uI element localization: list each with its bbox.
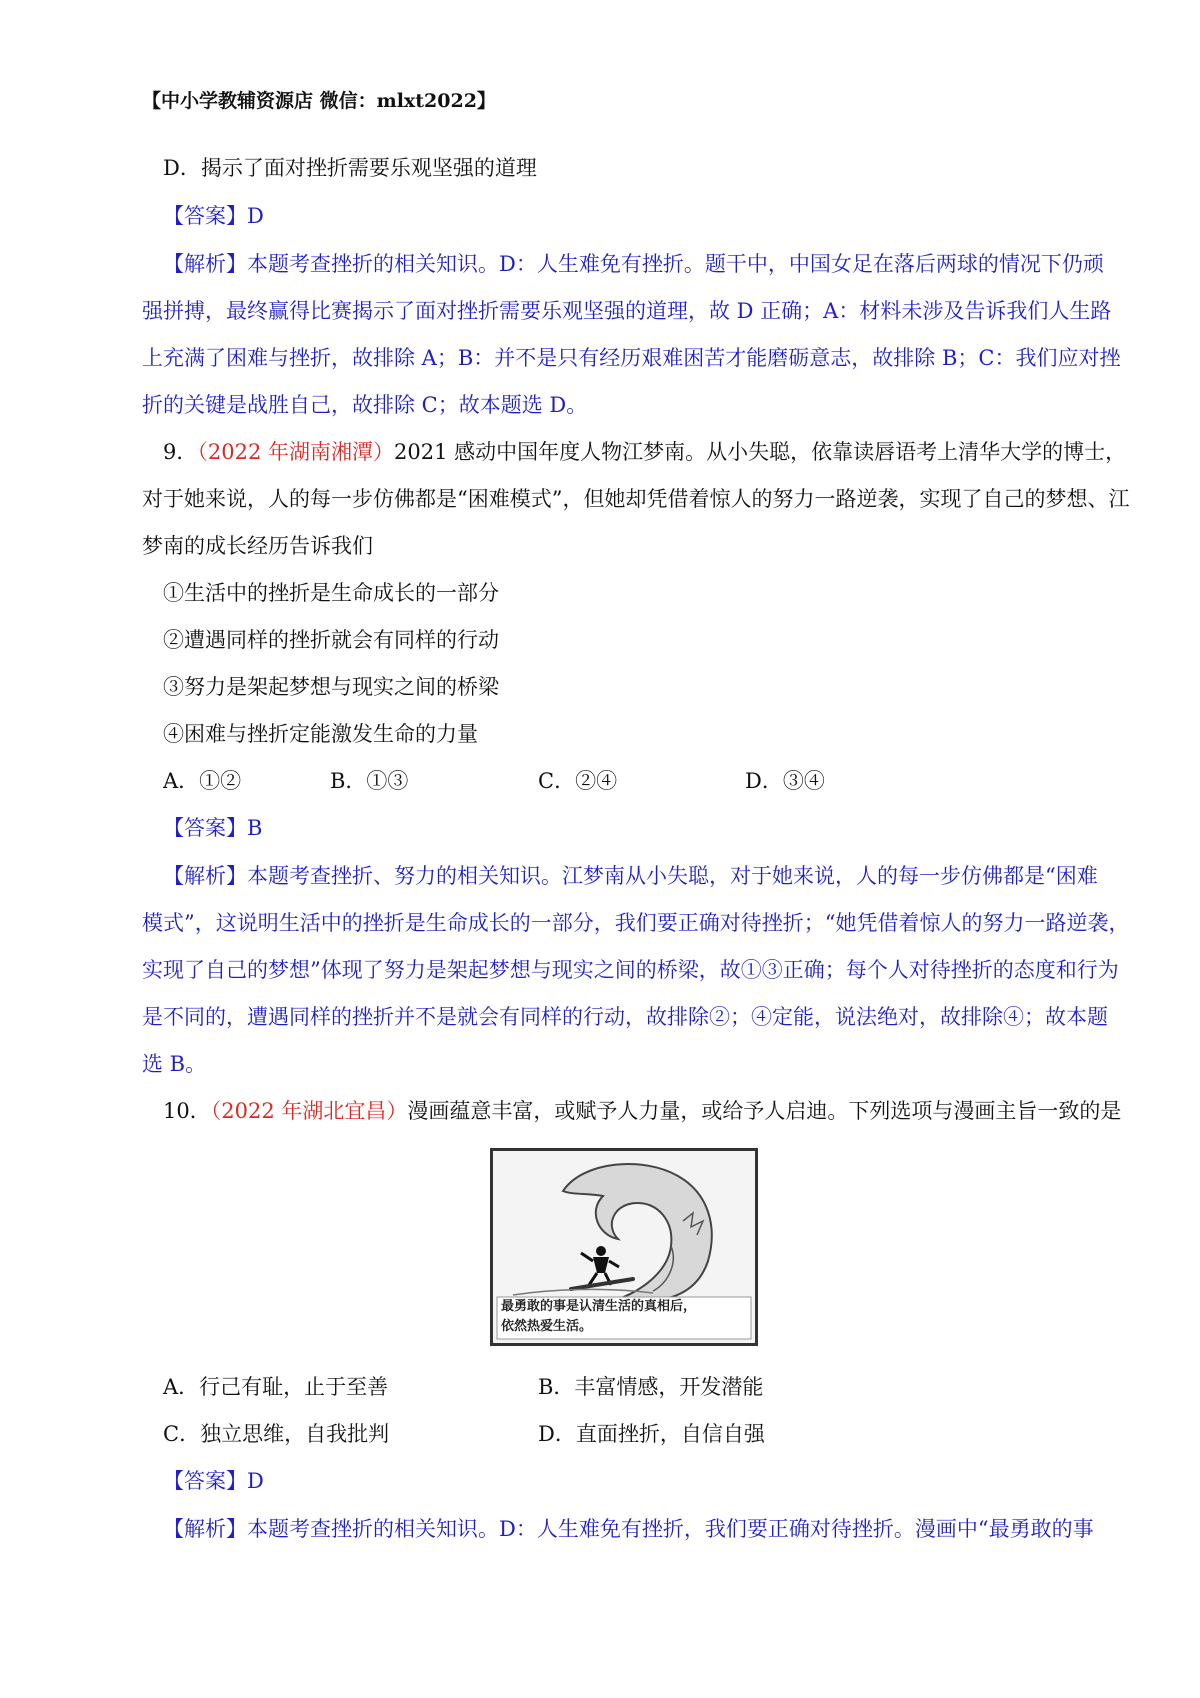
q9-option-d: D．③④ (745, 769, 825, 793)
q9-statement: ③努力是架起梦想与现实之间的桥梁 (163, 675, 499, 699)
q9-analysis-line: 是不同的，遭遇同样的挫折并不是就会有同样的行动，故排除②；④定能，说法绝对，故排除④；故本题 (142, 1005, 1108, 1029)
q8-answer: 【答案】D (163, 204, 264, 228)
q10-option-b: B．丰富情感，开发潜能 (538, 1375, 764, 1399)
q9-statement: ④困难与挫折定能激发生命的力量 (163, 722, 478, 746)
q10-number: 10． (163, 1099, 211, 1123)
q8-analysis-line: 强拼搏，最终赢得比赛揭示了面对挫折需要乐观坚强的道理，故 D 正确；A：材料未涉及告诉我们人生路 (142, 299, 1112, 323)
q10-option-a: A．行己有耻，止于至善 (163, 1375, 389, 1399)
q9-stem-first-line (163, 437, 1126, 467)
page-header: 【中小学教辅资源店 微信：mlxt2022】 (142, 90, 496, 112)
q10-stem-text: 漫画蕴意丰富，或赋予人力量，或给予人启迪。下列选项与漫画主旨一致的是 (407, 1099, 1122, 1123)
q9-answer: 【答案】B (163, 816, 263, 840)
q9-statement: ①生活中的挫折是生命成长的一部分 (163, 581, 499, 605)
q8-analysis-line: 【解析】本题考查挫折的相关知识。D：人生难免有挫折。题干中，中国女足在落后两球的情况下仍顽 (163, 252, 1104, 276)
q9-option-b: B．①③ (330, 769, 409, 793)
q8-analysis-line: 折的关键是战胜自己，故排除 C；故本题选 D。 (142, 393, 588, 417)
q10-cartoon (490, 1148, 758, 1346)
q9-option-a: A．①② (163, 769, 242, 793)
q9-source: （2022 年湖南湘潭） (197, 440, 394, 464)
q8-analysis-line: 上充满了困难与挫折，故排除 A；B：并不是只有经历艰难困苦才能磨砺意志，故排除 B；C：我们应对挫 (142, 346, 1121, 370)
q9-stem-line: 梦南的成长经历告诉我们 (142, 534, 373, 558)
q10-stem (163, 1096, 1121, 1126)
q8-option-d: D．揭示了面对挫折需要乐观坚强的道理 (163, 156, 537, 180)
cartoon-caption-line: 最勇敢的事是认清生活的真相后， (501, 1299, 697, 1314)
q9-stem-line: 对于她来说，人的每一步仿佛都是“困难模式”，但她却凭借着惊人的努力一路逆袭，实现了自己的梦想、江 (142, 487, 1130, 511)
q10-answer: 【答案】D (163, 1469, 264, 1493)
cartoon-caption-line: 依然热爱生活。 (501, 1319, 593, 1334)
q10-option-d: D．直面挫折，自信自强 (538, 1422, 765, 1446)
q9-analysis-line: 【解析】本题考查挫折、努力的相关知识。江梦南从小失聪，对于她来说，人的每一步仿佛都是“困难 (163, 864, 1098, 888)
q9-number: 9． (163, 440, 198, 464)
q9-analysis-line: 选 B。 (142, 1052, 207, 1076)
q10-analysis-line: 【解析】本题考查挫折的相关知识。D：人生难免有挫折，我们要正确对待挫折。漫画中“最勇敢的事 (163, 1517, 1094, 1541)
q10-source: （2022 年湖北宜昌） (210, 1099, 408, 1123)
cartoon-caption (501, 1297, 751, 1337)
q9-statement: ②遭遇同样的挫折就会有同样的行动 (163, 628, 499, 652)
q10-option-c: C．独立思维，自我批判 (163, 1422, 390, 1446)
q9-stem-text: 2021 感动中国年度人物江梦南。从小失聪，依靠读唇语考上清华大学的博士， (394, 440, 1127, 464)
q9-option-c: C．②④ (538, 769, 618, 793)
q9-analysis-line: 模式”，这说明生活中的挫折是生命成长的一部分，我们要正确对待挫折；“她凭借着惊人的努力一路逆袭， (142, 911, 1130, 935)
q9-analysis-line: 实现了自己的梦想”体现了努力是架起梦想与现实之间的桥梁，故①③正确；每个人对待挫折的态度和行为 (142, 958, 1119, 982)
